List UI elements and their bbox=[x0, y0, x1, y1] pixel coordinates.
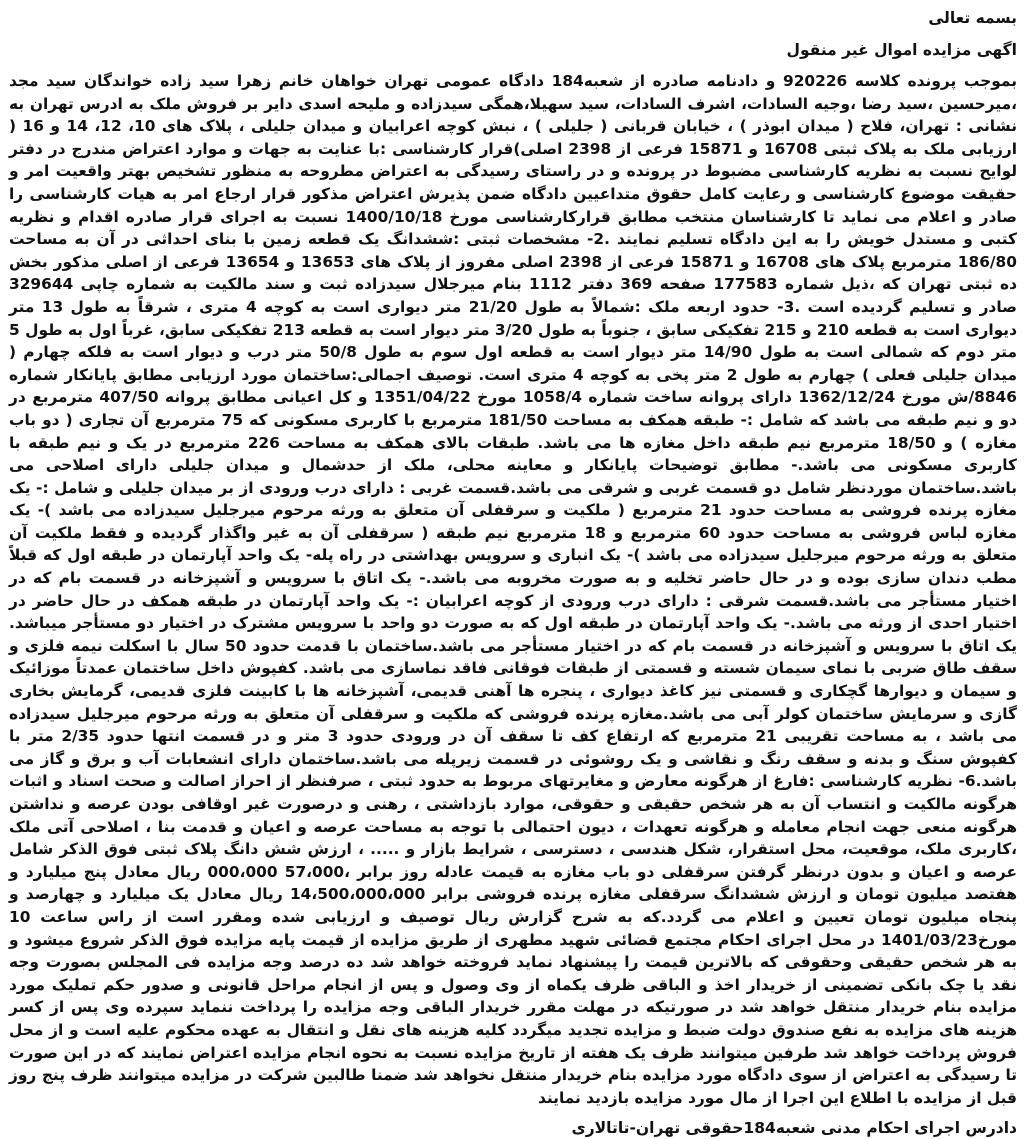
document-title: اگهی مزایده اموال غیر منقول bbox=[786, 41, 1017, 59]
document-greeting: بسمه تعالی bbox=[928, 9, 1017, 27]
document-body: بموجب پرونده کلاسه 920226 و دادنامه صادره از شعبه184 دادگاه عمومی تهران خواهان خانم زهرا سید زاده خواندگان سید مجد ،میرحسین ،سید رضا ،وجیه السادات، اشرف السادات، سید سهیلا،همگی سیدزاده و ملیحه اسدی دایر بر فروش ملک به ادرس تهران به نشانی : تهران، فلاح ( میدان ابوذر ) ، خیابان قربانی ( جلیلی ) ، نبش کوچه اعرابیان و میدان جلیلی ، پلاک های 10، 12، 14 و 16 ( ارزیابی ملک به پلاک ثبتی 16708 و 15871 فرعی از 2398 اصلی)قرار کارشناسی :با عنایت به جهات و موارد اعتراض مندرج در دفتر لوایح نسبت به نظریه کارشناسی مضبوط در پرونده و در راستای رسیدگی به اعتراض مطروحه به منظور تشخیص بهتر واقعیت امر و حقیقت موضوع کارشناسی و رعایت کامل حقوق متداعیین دادگاه ضمن پذیرش اعتراض مذکور قرار ارجاع امر به هیات کارشناسی را صادر و اعلام می نماید تا کارشناسان منتخب مطابق قرارکارشناسی مورخ 1400/10/18 نسبت به اجرای قرار صادره اقدام و نظریه کتبی و مستدل خویش را به این دادگاه تسلیم نمایند .2- مشخصات ثبتی :ششدانگ یک قطعه زمین با بنای احداثی در آن به مساحت 186/80 مترمربع پلاک های 16708 و 15871 فرعی از 2398 اصلی مفروز از پلاک های 13653 و 13654 فرعی از اصلی مذکور بخش ده ثبتی تهران که ،ذیل شماره 177583 صفحه 369 دفتر 1112 بنام میرجلال سیدزاده ثبت و سند مالکیت به شماره چاپی 329644 صادر و تسلیم گردیده است .3- حدود اربعه ملک :شمالاً به طول 21/20 متر دیواری است به کوچه 4 متری ، شرقاً به طول 13 متر دیواری است به قطعه 210 و 215 تفکیکی سابق ، جنوباً به طول 3/20 متر دیوار است به قطعه 213 تفکیکی سابق، غرباً اول به طول 5 متر دوم که شمالی است به طول 14/90 متر دیوار است به قطعه اول سوم به طول 50/8 متر درب و دیوار است به فلکه چهارم ( میدان جلیلی فعلی ) چهارم به طول 2 متر پخی به کوچه 4 متری است. توصیف اجمالی:ساختمان مورد ارزیابی مطابق پایانکار شماره 8846/ش مورخ 1362/12/24 دارای پروانه ساخت شماره 1058/4 مورخ 1351/04/22 و کل اعیانی مطابق پروانه 407/50 مترمربع در دو و نیم طبقه می باشد که شامل :- طبقه همکف به مساحت 181/50 مترمربع با کاربری مسکونی که 75 مترمربع آن تجاری ( دو باب مغازه ) و 18/50 مترمربع نیم طبقه داخل مغازه ها می باشد. طبقات بالای همکف به مساحت 226 مترمربع در یک و نیم طبقه با کاربری مسکونی می باشد.- مطابق توضیحات پایانکار و معاینه محلی، ملک از حدشمال و میدان جلیلی دارای اصلاحی می باشد.ساختمان موردنظر شامل دو قسمت غربی و شرقی می باشد.قسمت غربی : دارای درب ورودی از بر میدان جلیلی و شامل :- یک مغازه پرنده فروشی به مساحت حدود 21 مترمربع ( ملکیت و سرقفلی آن متعلق به ورثه مرحوم میرجلیل سیدزاده می باشد )- یک مغازه لباس فروشی به مساحت حدود 60 مترمربع و 18 مترمربع نیم طبقه ( سرقفلی آن به غیر واگذار گردیده و فقط ملکیت آن متعلق به ورثه مرحوم میرجلیل سیدزاده می باشد )- یک انباری و سرویس بهداشتی در راه پله- یک واحد آپارتمان در طبقه اول که قبلاً مطب دندان سازی بوده و در حال حاضر تخلیه و به صورت مخروبه می باشد.- یک اتاق با سرویس و آشپزخانه در قسمت بام که در اختیار مستأجر می باشد.قسمت شرقی : دارای درب ورودی از کوچه اعرابیان :- یک واحد آپارتمان در طبقه همکف در حال حاضر در اختیار احدی از ورثه می باشد.- یک واحد آپارتمان در طبقه اول که به صورت دو واحد با سرویس مشترک در اختیار دو مستأجر میباشد. یک اتاق با سرویس و آشپزخانه در قسمت بام که در اختیار مستأجر می باشد.ساختمان با قدمت حدود 50 سال با اسکلت نیمه فلزی و سقف طاق ضربی با نمای سیمان شسته و قسمتی از طبقات فوقانی فاقد نماسازی می باشد. کفپوش داخل ساختمان عمدتاً موزائیک و سیمان و دیوارها گچکاری و قسمتی نیز کاغذ دیواری ، پنجره ها آهنی قدیمی، آشپزخانه ها با کابینت فلزی قدیمی، گرمایش بخاری گازی و سرمایش ساختمان کولر آبی می باشد.مغازه پرنده فروشی که ملکیت و سرقفلی آن متعلق به ورثه مرحوم میرجلیل سیدزاده می باشد ، به مساحت تقریبی 21 مترمربع که ارتفاع کف تا سقف آن در ورودی حدود 3 متر و در قسمت انتها حدود 2/35 متر با کفپوش سنگ و بدنه و سقف رنگ و نقاشی و یک روشوئی در قسمت زیرپله می باشد.ساختمان دارای انشعابات آب و برق و گاز می باشد.6- نظریه کارشناسی :فارغ از هرگونه معارض و مغایرتهای مربوط به حدود ثبتی ، صرفنظر از احراز اصالت و صحت اسناد و اثبات هرگونه مالکیت و انتساب آن به هر شخص حقیقی و حقوقی، موارد بازداشتی ، رهنی و درصورت غیر اوقافی بودن عرصه و نداشتن هرگونه منعی جهت انجام معامله و هرگونه تعهدات ، دیون احتمالی با توجه به مساحت عرصه و اعیان و قدمت بنا ، اصلاحی آتی ملک ،کاربری ملک، موقعیت، محل استقرار، شکل هندسی ، دسترسی ، شرایط بازار و ..... ، ارزش شش دانگ پلاک ثبتی فوق الذکر شامل عرصه و اعیان و بدون درنظر گرفتن سرقفلی دو باب مغازه به قیمت عادله روز برابر ،57،000 000،000 ریال معادل پنج میلیارد و هفتصد میلیون تومان و ارزش ششدانگ سرقفلی مغازه پرنده فروشی برابر 14،500،000،000 ریال معادل یک میلیارد و چهارصد و پنجاه میلیون تومان تعیین و اعلام می گردد.که به شرح گزارش ریال توصیف و ارزیابی شده ومقرر است از راس ساعت 10 مورخ1401/03/23 در محل اجرای احکام مجتمع قضائی شهید مطهری از طریق مزایده از قیمت پایه مزایده فوق الذکر شروع میشود و به هر شخص حقیقی وحقوقی که بالاترین قیمت را پیشنهاد نماید فروخته خواهد شد ده درصد وجه مزایده فی المجلس بصورت وجه نقد یا چک بانکی تضمینی از خریدار اخذ و الباقی ظرف یکماه از وی وصول و پس از انجام مراحل قانونی و صدور حکم تملیک مورد مزایده بنام خریدار منتقل خواهد شد در صورتیکه در مهلت مقرر خریدار الباقی وجه مزایده را پرداخت ننماید سپرده وی پس از کسر هزینه های مزایده به نفع صندوق دولت ضبط و مزایده تجدید میگردد کلیه هزینه های نقل و انتقال به عهده محکوم علیه است و از محل فروش پرداخت خواهد شد طرفین میتوانند ظرف یک هفته از تاریخ مزایده نسبت به نحوه انجام مزایده اعتراض نمایند که در این صورت تا رسیدگی به اعتراض از سوی دادگاه مورد مزایده بنام خریدار منتقل نخواهد شد ضمنا طالبین شرکت در مزایده میتوانند ظرف پنج روز قبل از مزایده با اطلاع این اجرا از مال مورد مزایده بازدید نمایند bbox=[9, 72, 1018, 1107]
document-signature: دادرس اجرای احکام مدنی شعبه184حقوقی تهران-تاتالاری bbox=[571, 1119, 1017, 1138]
